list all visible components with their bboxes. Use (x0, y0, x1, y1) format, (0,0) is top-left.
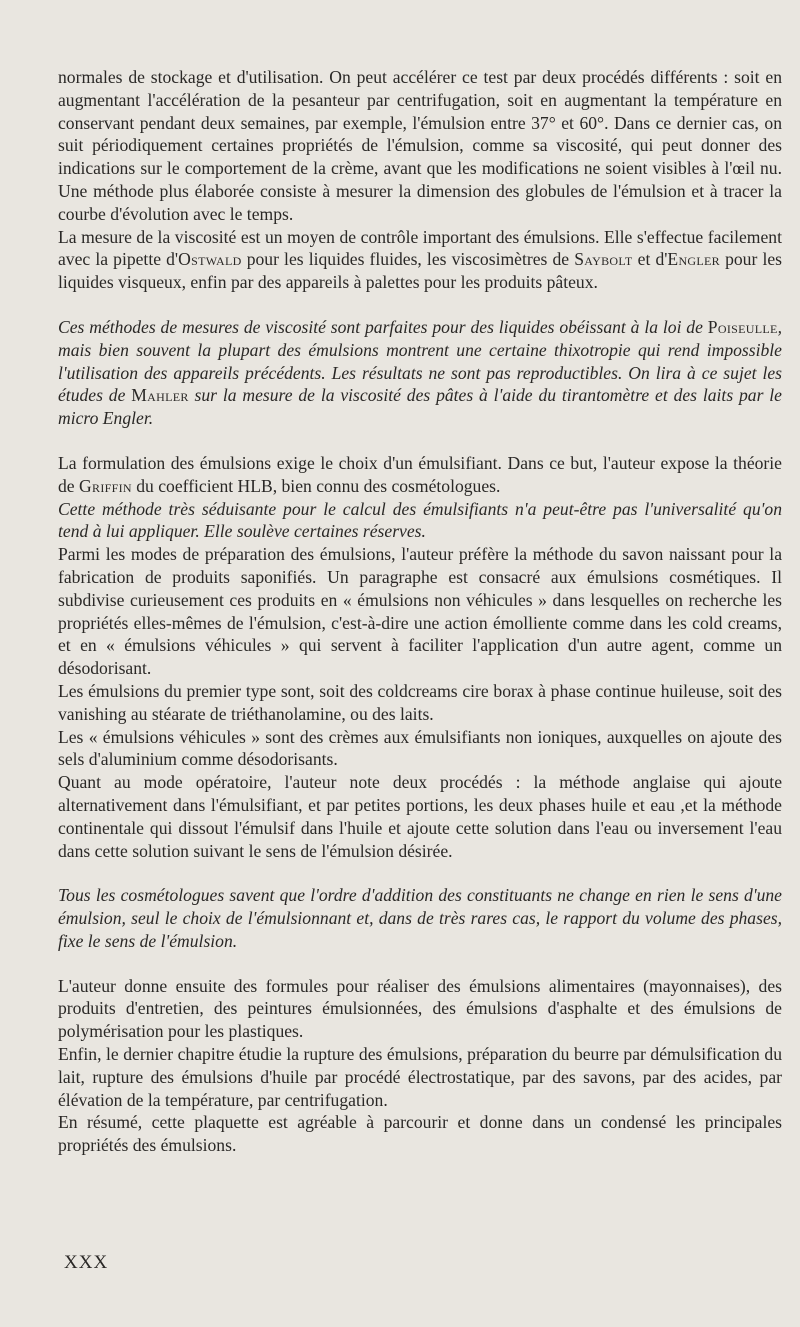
body-paragraph (58, 1043, 782, 1111)
text-run: , mais bien souvent la plupart des émulsions montrent une certaine thixotropie qui rend impossible l'utilisation des appareils précédents. Les résultats ne sont pas reproductibles. On lira à ce sujet les études de (58, 316, 782, 406)
editor-comment-paragraph (58, 498, 782, 544)
paragraph-gap (58, 430, 782, 452)
text-run: Les « émulsions véhicules » sont des crèmes aux émulsifiants non ioniques, auxquelles on ajoute des sels d'aluminium comme désodorisants. (58, 726, 782, 770)
text-run: pour les liquides fluides, les viscosimètres de (241, 249, 575, 270)
body-paragraph (58, 1111, 782, 1157)
author-name: Mahler (131, 385, 189, 406)
text-run: Parmi les modes de préparation des émulsions, l'auteur préfère la méthode du savon naissant pour la fabrication de produits saponifiés. Un paragraphe est consacré aux émulsions cosmétiques. Il subdivise curieusement ces produits en « émulsions non véhicules » dans lesquelles on recherche les propriétés elles-mêmes de l'émulsion, c'est-à-dire une action émolliente comme dans les cold creams, et en « émulsions véhicules » qui servent à faciliter l'application d'un autre agent, comme un désodorisant. (58, 544, 782, 679)
text-run: du coefficient HLB, bien connu des cosmétologues. (131, 475, 501, 496)
text-run: Quant au mode opératoire, l'auteur note deux procédés : la méthode anglaise qui ajoute alternativement dans l'émulsifiant, et par petites portions, les deux phases huile et eau ,et la méthode continentale qui dissout l'émulsif dans l'huile et ajoute cette solution dans l'eau ou inversement l'eau dans cette solution suivant le sens de l'émulsion désirée. (58, 772, 782, 861)
body-paragraph (58, 680, 782, 726)
body-paragraph (58, 66, 782, 226)
text-run: L'auteur donne ensuite des formules pour réaliser des émulsions alimentaires (mayonnaises), des produits d'entretien, des peintures émulsionnées, des émulsions d'asphalte et des émulsions de polymérisation pour les plastiques. (58, 975, 782, 1042)
page-number: XXX (64, 1252, 109, 1273)
body-paragraph (58, 771, 782, 862)
body-paragraph (58, 975, 782, 1043)
editor-comment-paragraph (58, 884, 782, 952)
text-run: Les émulsions du premier type sont, soit des coldcreams cire borax à phase continue huileuse, soit des vanishing au stéarate de triéthanolamine, ou des laits. (58, 680, 782, 724)
paragraph-gap (58, 294, 782, 316)
text-run: et d' (632, 249, 668, 270)
author-name: Ostwald (178, 249, 242, 270)
paragraph-gap (58, 862, 782, 884)
author-name: Saybolt (574, 249, 633, 270)
paragraph-gap (58, 953, 782, 975)
text-run: En résumé, cette plaquette est agréable à parcourir et donne dans un condensé les principales propriétés des émulsions. (58, 1112, 782, 1156)
text-run: Ces méthodes de mesures de viscosité sont parfaites pour des liquides obéissant à la loi de (58, 316, 708, 337)
text-run: sur la mesure de la viscosité des pâtes à l'aide du tirantomètre et des laits par le micro Engler. (58, 385, 782, 429)
body-paragraph (58, 543, 782, 680)
body-text (58, 66, 782, 1157)
text-run: Enfin, le dernier chapitre étudie la rupture des émulsions, préparation du beurre par démulsification du lait, rupture des émulsions d'huile par procédé électrostatique, par des savons, par des acides, par élévation de la température, par centrifugation. (58, 1044, 782, 1110)
author-name: Engler (667, 249, 720, 270)
text-run: pour les liquides visqueux, enfin par des appareils à palettes pour les produits pâteux. (58, 249, 782, 293)
editor-comment-paragraph (58, 316, 782, 430)
text-run: Tous les cosmétologues savent que l'ordre d'addition des constituants ne change en rien le sens d'une émulsion, seul le choix de l'émulsionnant et, dans de très rares cas, le rapport du volume des phases, fixe le sens de l'émulsion. (58, 885, 782, 951)
body-paragraph (58, 726, 782, 772)
author-name: Poiseulle (707, 316, 778, 337)
author-name: Griffin (79, 475, 132, 496)
text-run: Cette méthode très séduisante pour le calcul des émulsifiants n'a peut-être pas l'universalité qu'on tend à lui appliquer. Elle soulève certaines réserves. (58, 498, 782, 542)
text-run: La mesure de la viscosité est un moyen de contrôle important des émulsions. Elle s'effectue facilement avec la pipette d' (58, 226, 782, 270)
text-run: normales de stockage et d'utilisation. On peut accélérer ce test par deux procédés différents : soit en augmentant l'accélération de la pesanteur par centrifugation, soit en augmentant la température en conservant pendant deux semaines, par exemple, l'émulsion entre 37° et 60°. Dans ce dernier cas, on suit périodiquement certaines propriétés de l'émulsion, comme sa viscosité, qui peut donner des indications sur le comportement de la crème, avant que les modifications ne soient visibles à l'œil nu. Une méthode plus élaborée consiste à mesurer la dimension des globules de l'émulsion et à tracer la courbe d'évolution avec le temps. (58, 67, 782, 224)
body-paragraph (58, 452, 782, 498)
body-paragraph (58, 226, 782, 294)
text-run: La formulation des émulsions exige le choix d'un émulsifiant. Dans ce but, l'auteur expose la théorie de (58, 452, 782, 496)
